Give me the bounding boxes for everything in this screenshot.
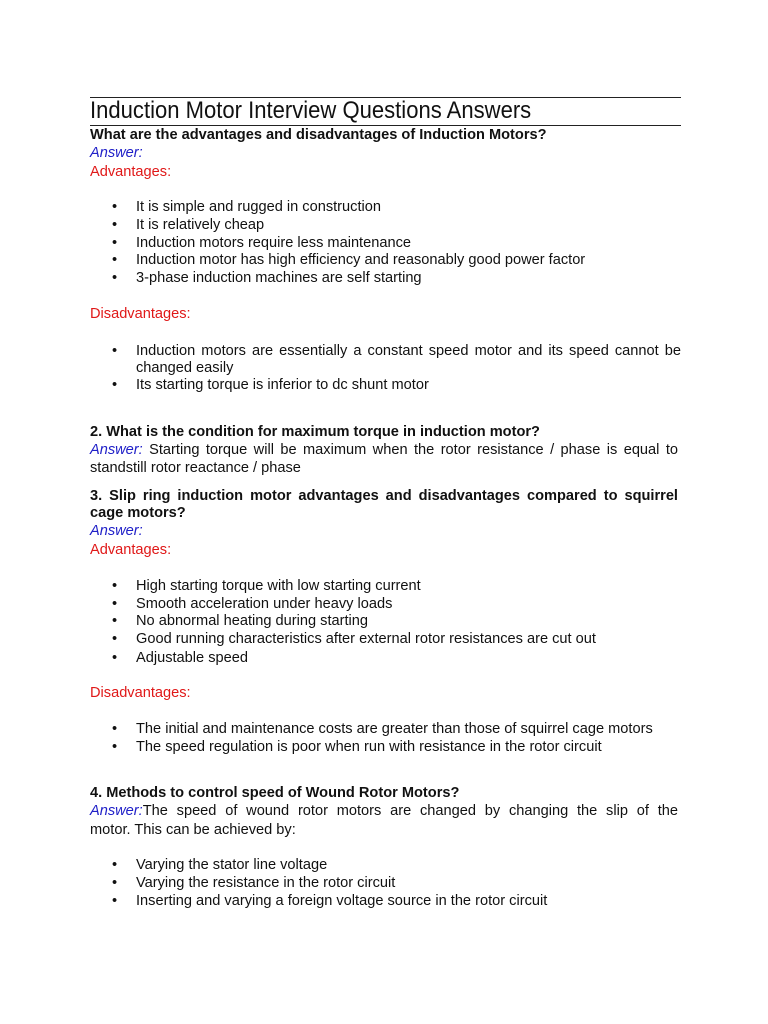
bullet-glyph: • — [112, 578, 118, 594]
list-item: Induction motors are essentially a constant speed motor and its speed cannot be — [136, 343, 681, 359]
bullet-glyph: • — [112, 650, 118, 666]
bullet-glyph: • — [112, 235, 118, 251]
title-bottom-rule — [90, 125, 681, 126]
list-item: The initial and maintenance costs are greater than those of squirrel cage motors — [136, 721, 653, 737]
list-item: Induction motors require less maintenance — [136, 235, 411, 251]
answer-2-text: Starting torque will be maximum when the rotor resistance / phase is equal to — [142, 442, 678, 458]
answer-2-line-2: standstill rotor reactance / phase — [90, 460, 301, 476]
list-item: High starting torque with low starting current — [136, 578, 421, 594]
answer-label: Answer: — [90, 803, 143, 819]
bullet-glyph: • — [112, 343, 118, 359]
list-item: Varying the resistance in the rotor circuit — [136, 875, 396, 891]
bullet-glyph: • — [112, 596, 118, 612]
disadvantages-heading: Disadvantages: — [90, 685, 191, 701]
question-4: 4. Methods to control speed of Wound Rotor Motors? — [90, 785, 460, 801]
disadvantages-heading: Disadvantages: — [90, 306, 191, 322]
bullet-glyph: • — [112, 721, 118, 737]
list-item: Adjustable speed — [136, 650, 248, 666]
list-item: No abnormal heating during starting — [136, 613, 369, 629]
list-item: Its starting torque is inferior to dc shunt motor — [136, 377, 429, 393]
answer-4-line-2: motor. This can be achieved by: — [90, 822, 296, 838]
question-3-line-2: cage motors? — [90, 505, 186, 521]
bullet-glyph: • — [112, 739, 118, 755]
list-item: It is simple and rugged in construction — [136, 199, 381, 215]
answer-2-line-1 — [90, 442, 678, 460]
answer-label: Answer: — [90, 523, 143, 539]
question-2: 2. What is the condition for maximum torque in induction motor? — [90, 424, 540, 440]
list-item: 3-phase induction machines are self starting — [136, 270, 422, 286]
list-item: Induction motor has high efficiency and reasonably good power factor — [136, 252, 586, 268]
list-item: Varying the stator line voltage — [136, 857, 328, 873]
list-item: Inserting and varying a foreign voltage source in the rotor circuit — [136, 893, 548, 909]
list-item: Smooth acceleration under heavy loads — [136, 596, 393, 612]
bullet-glyph: • — [112, 252, 118, 268]
list-item: It is relatively cheap — [136, 217, 265, 233]
advantages-heading: Advantages: — [90, 542, 172, 558]
list-item-continuation: changed easily — [136, 360, 234, 376]
answer-label: Answer: — [90, 442, 143, 458]
list-item: The speed regulation is poor when run with resistance in the rotor circuit — [136, 739, 602, 755]
bullet-glyph: • — [112, 199, 118, 215]
bullet-glyph: • — [112, 893, 118, 909]
question-3-line-1: 3. Slip ring induction motor advantages and disadvantages compared to squirrel — [90, 488, 678, 504]
answer-4-text: The speed of wound rotor motors are changed by changing the slip of the — [142, 803, 678, 819]
bullet-glyph: • — [112, 217, 118, 233]
question-1: What are the advantages and disadvantages of Induction Motors? — [90, 127, 547, 143]
advantages-heading: Advantages: — [90, 164, 172, 180]
bullet-glyph: • — [112, 613, 118, 629]
bullet-glyph: • — [112, 875, 118, 891]
bullet-glyph: • — [112, 857, 118, 873]
list-item: Good running characteristics after external rotor resistances are cut out — [136, 631, 596, 647]
bullet-glyph: • — [112, 270, 118, 286]
answer-4-line-1 — [90, 803, 678, 821]
bullet-glyph: • — [112, 377, 118, 393]
answer-label: Answer: — [90, 145, 143, 161]
bullet-glyph: • — [112, 631, 118, 647]
page-title: Induction Motor Interview Questions Answers — [90, 97, 532, 124]
